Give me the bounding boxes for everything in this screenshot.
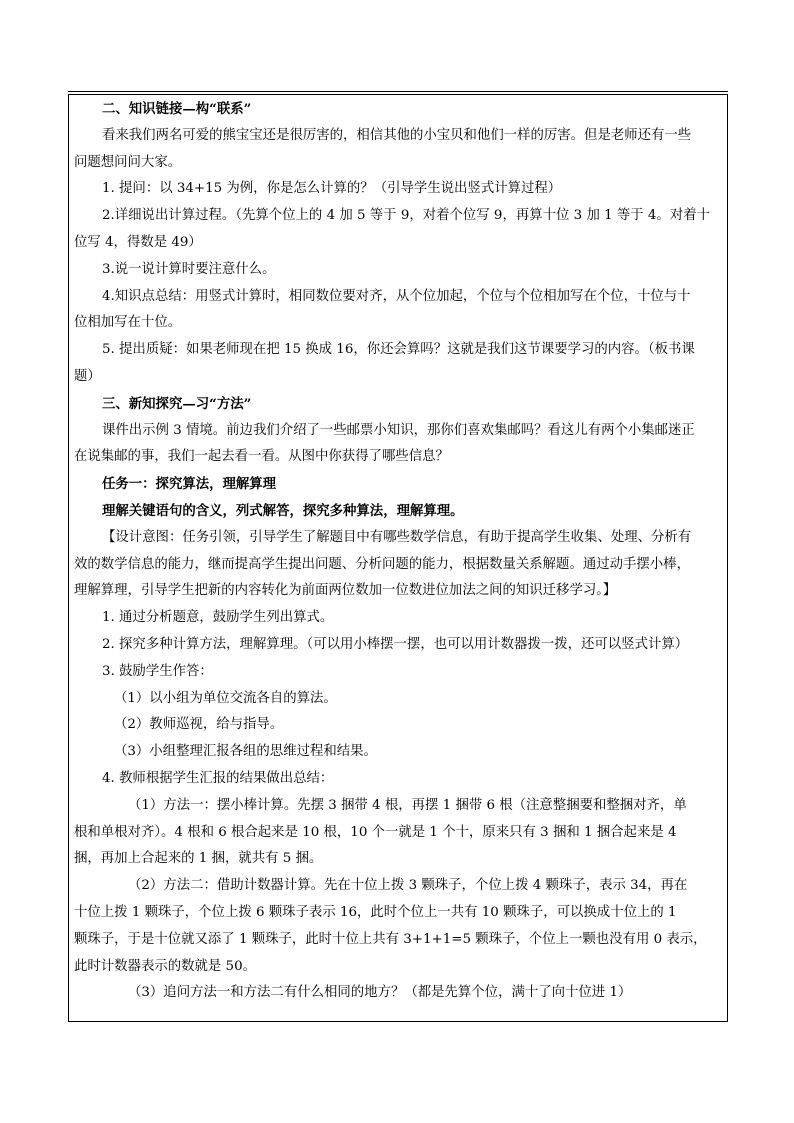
- list-item-continuation: 题）: [74, 368, 101, 384]
- method-line: （3）追问方法一和方法二有什么相同的地方？（都是先算个位，满十了向十位进 1）: [128, 985, 632, 1001]
- design-intent-line: 理解算理，引导学生把新的内容转化为前面两位数加一位数进位加法之间的知识迁移学习。】: [74, 583, 617, 599]
- method-line: 十位上拨 1 颗珠子，个位上拨 6 颗珠子表示 16，此时个位上一共有 10 颗珠子，可以换成十位上的 1: [74, 904, 677, 920]
- list-item: 2.详细说出计算过程。（先算个位上的 4 加 5 等于 9，对着个位写 9，再算十位 3 加 1 等于 4。对着十: [102, 208, 710, 224]
- sub-list-item: （2）教师巡视，给与指导。: [114, 717, 284, 733]
- list-item-continuation: 位相加写在十位。: [74, 315, 182, 331]
- paragraph-line: 看来我们两名可爱的熊宝宝还是很厉害的，相信其他的小宝贝和他们一样的厉害。但是老师还有一些: [102, 127, 692, 143]
- method-line: 捆，再加上合起来的 1 捆，就共有 5 捆。: [74, 851, 323, 867]
- list-item: 4.知识点总结：用竖式计算时，相同数位要对齐，从个位加起，个位与个位相加写在个位，十位与十: [102, 288, 691, 304]
- paragraph-line: 在说集邮的事，我们一起去看一看。从图中你获得了哪些信息？: [74, 449, 449, 465]
- paragraph-line: 课件出示例 3 情境。前边我们介绍了一些邮票小知识，那你们喜欢集邮吗？看这儿有两个小集邮迷正: [102, 422, 695, 438]
- list-item: 5. 提出质疑：如果老师现在把 15 换成 16，你还会算吗？这就是我们这节课要学习的内容。（板书课: [102, 342, 695, 358]
- method-line: 此时计数器表示的数就是 50。: [74, 958, 256, 974]
- design-intent-line: 【设计意图：任务引领，引导学生了解题目中有哪些数学信息，有助于提高学生收集、处理、分析有: [102, 529, 692, 545]
- list-item-continuation: 位写 4，得数是 49）: [74, 234, 202, 250]
- method-line: 颗珠子，于是十位就又添了 1 颗珠子，此时十位上共有 3+1+1=5 颗珠子，个位上一颗也没有用 0 表示，: [74, 931, 707, 947]
- task-goal: 理解关键语句的含义，列式解答，探究多种算法，理解算理。: [102, 502, 464, 519]
- list-item: 1. 通过分析题意，鼓励学生列出算式。: [102, 610, 334, 626]
- paragraph-line: 问题想问问大家。: [74, 154, 182, 170]
- table-top-border: [68, 91, 728, 92]
- list-item: 3. 鼓励学生作答：: [102, 663, 213, 679]
- section2-heading: 二、知识链接—构“联系”: [102, 101, 252, 117]
- method-line: 根和单根对齐）。4 根和 6 根合起来是 10 根，10 个一就是 1 个十，原来只有 3 捆和 1 捆合起来是 4: [74, 824, 677, 840]
- list-item: 4. 教师根据学生汇报的结果做出总结：: [102, 770, 334, 786]
- section3-heading: 三、新知探究—习“方法”: [102, 395, 252, 412]
- sub-list-item: （3）小组整理汇报各组的思维过程和结果。: [114, 744, 377, 760]
- list-item: 1. 提问：以 34+15 为例，你是怎么计算的？（引导学生说出竖式计算过程）: [102, 181, 562, 197]
- task-heading: 任务一：探究算法，理解算理: [102, 476, 277, 493]
- design-intent-line: 效的数学信息的能力，继而提高学生提出问题、分析问题的能力，根据数量关系解题。通过动手摆小棒，: [74, 556, 690, 572]
- list-item: 3.说一说计算时要注意什么。: [102, 261, 276, 277]
- list-item: 2. 探究多种计算方法，理解算理。（可以用小棒摆一摆，也可以用计数器拨一拨，还可以竖式计算）: [102, 636, 689, 652]
- lesson-content: [74, 96, 724, 1007]
- method-line: （1）方法一：摆小棒计算。先摆 3 捆带 4 根，再摆 1 捆带 6 根（注意整捆要和整捆对齐，单: [128, 797, 687, 813]
- sub-list-item: （1）以小组为单位交流各自的算法。: [114, 690, 337, 706]
- method-line: （2）方法二：借助计数器计算。先在十位上拨 3 颗珠子，个位上拨 4 颗珠子，表示 34，再在: [128, 878, 688, 894]
